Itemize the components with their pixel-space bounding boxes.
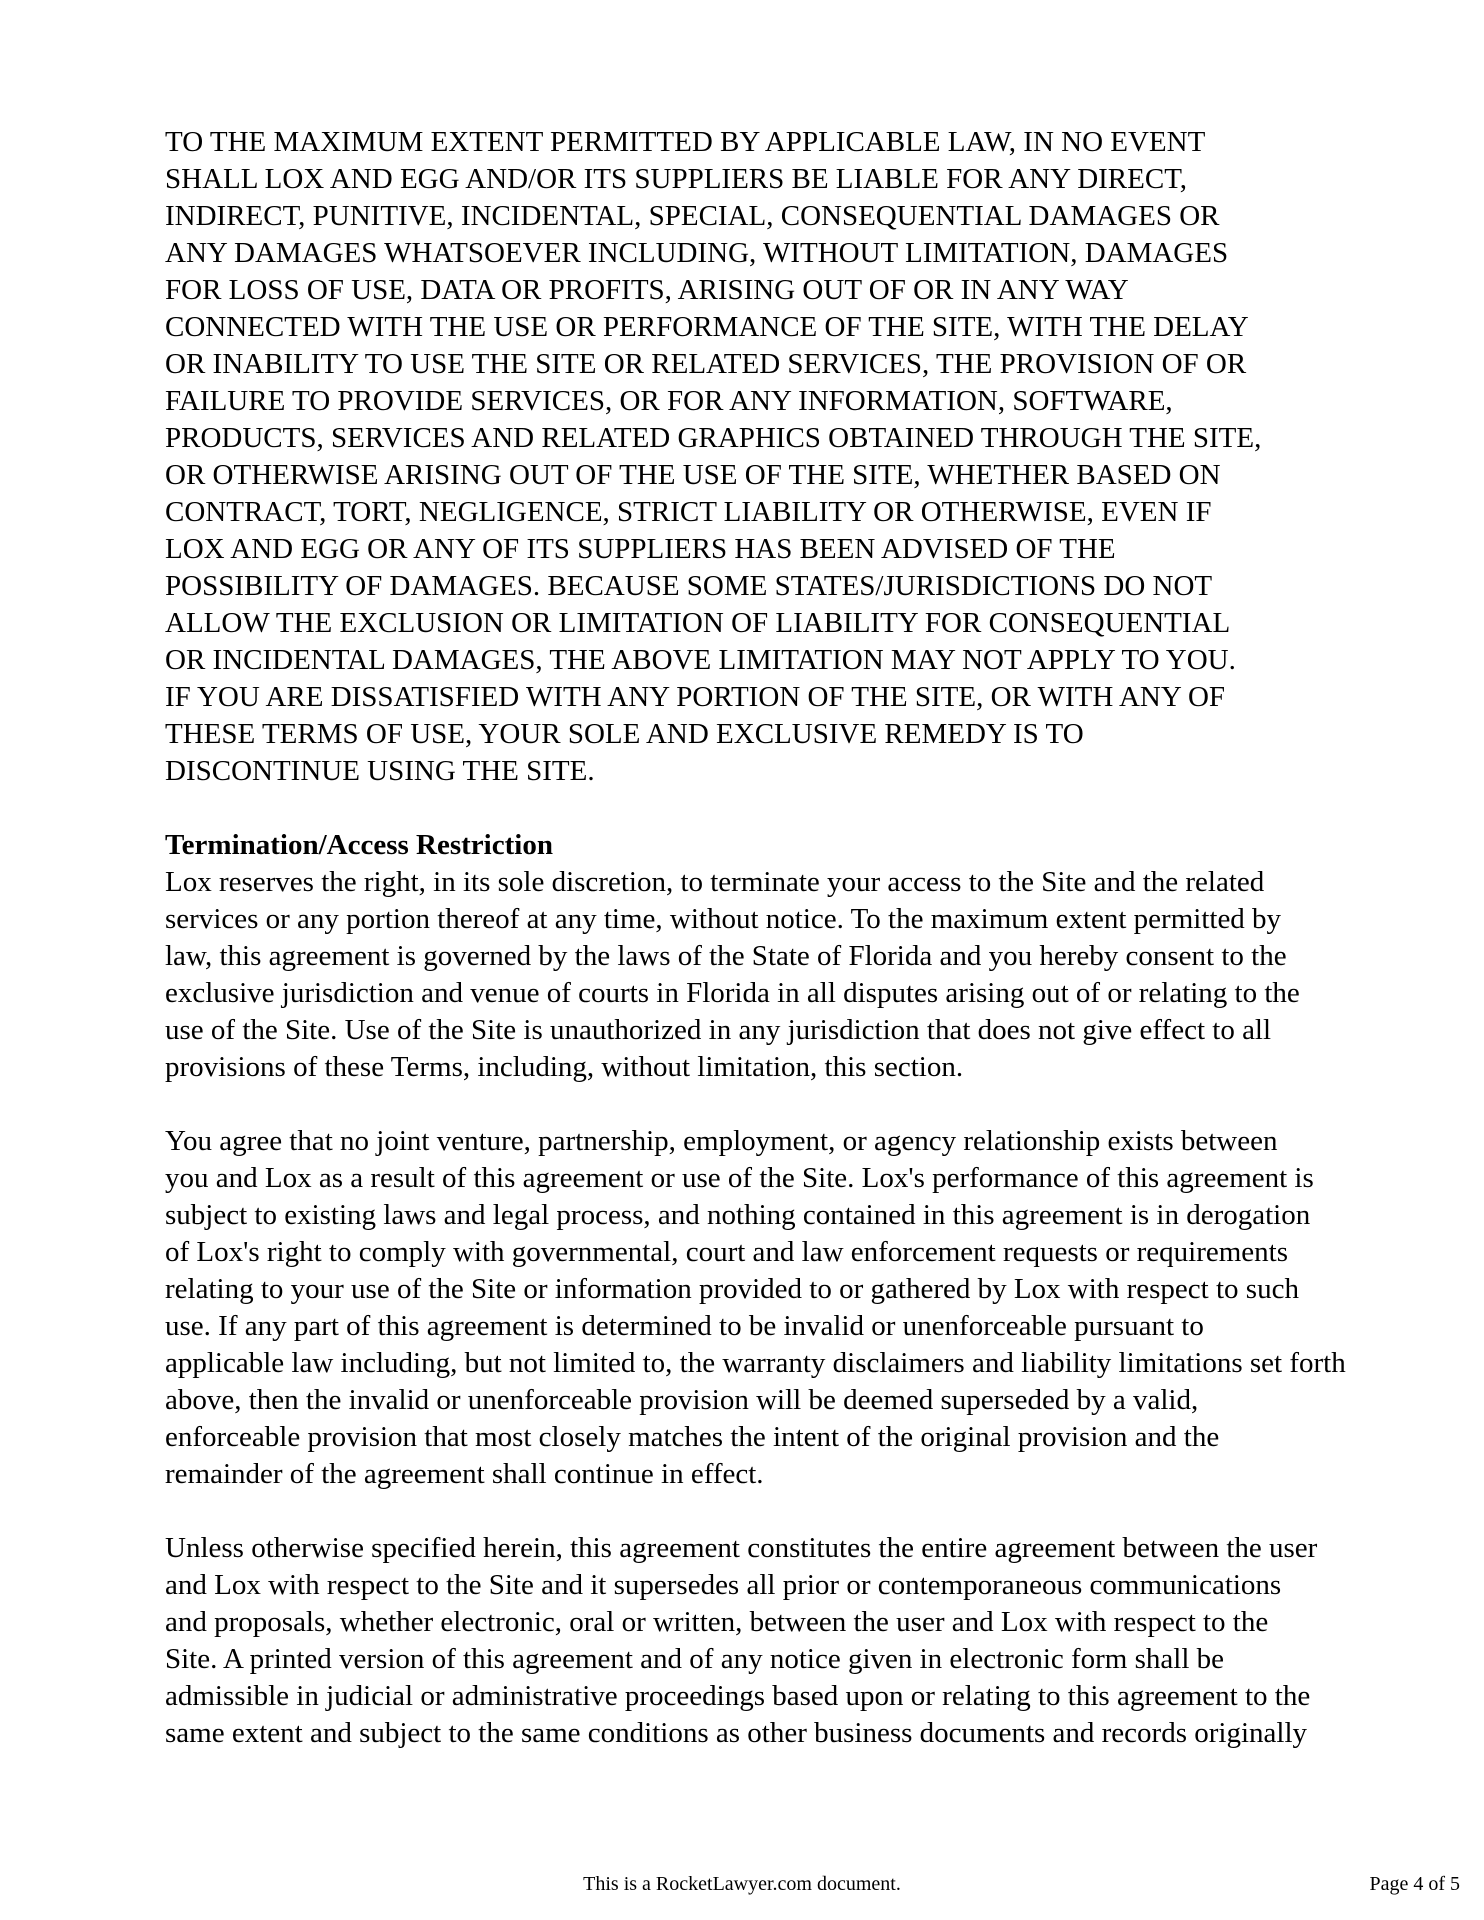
text-line: FOR LOSS OF USE, DATA OR PROFITS, ARISING OUT OF OR IN ANY WAY: [165, 274, 1129, 306]
text-line: enforceable provision that most closely matches the intent of the original provision and the: [165, 1421, 1220, 1453]
text-line: TO THE MAXIMUM EXTENT PERMITTED BY APPLICABLE LAW, IN NO EVENT: [165, 126, 1206, 158]
entire-agreement-paragraph: [165, 1530, 1325, 1752]
text-line: CONTRACT, TORT, NEGLIGENCE, STRICT LIABILITY OR OTHERWISE, EVEN IF: [165, 496, 1212, 528]
text-line: THESE TERMS OF USE, YOUR SOLE AND EXCLUSIVE REMEDY IS TO: [165, 718, 1084, 750]
text-line: SHALL LOX AND EGG AND/OR ITS SUPPLIERS BE LIABLE FOR ANY DIRECT,: [165, 163, 1188, 195]
text-line: ANY DAMAGES WHATSOEVER INCLUDING, WITHOUT LIMITATION, DAMAGES: [165, 237, 1229, 269]
text-line: and proposals, whether electronic, oral or written, between the user and Lox with respect to the: [165, 1606, 1269, 1638]
text-line: OR INABILITY TO USE THE SITE OR RELATED SERVICES, THE PROVISION OF OR: [165, 348, 1247, 380]
text-line: above, then the invalid or unenforceable provision will be deemed superseded by a valid,: [165, 1384, 1199, 1416]
text-line: of Lox's right to comply with governmental, court and law enforcement requests or requirements: [165, 1236, 1289, 1268]
liability-paragraph: [165, 124, 1325, 790]
relationship-paragraph: [165, 1123, 1346, 1493]
text-line: you and Lox as a result of this agreement or use of the Site. Lox's performance of this agreement is: [165, 1162, 1314, 1194]
text-line: DISCONTINUE USING THE SITE.: [165, 755, 595, 787]
text-line: Site. A printed version of this agreement and of any notice given in electronic form shall be: [165, 1643, 1225, 1675]
text-line: POSSIBILITY OF DAMAGES. BECAUSE SOME STATES/JURISDICTIONS DO NOT: [165, 570, 1213, 602]
text-line: PRODUCTS, SERVICES AND RELATED GRAPHICS OBTAINED THROUGH THE SITE,: [165, 422, 1262, 454]
text-line: relating to your use of the Site or information provided to or gathered by Lox with respect to such: [165, 1273, 1299, 1305]
section-heading: Termination/Access Restriction: [165, 829, 553, 861]
text-line: subject to existing laws and legal process, and nothing contained in this agreement is in derogation: [165, 1199, 1311, 1231]
text-line: FAILURE TO PROVIDE SERVICES, OR FOR ANY INFORMATION, SOFTWARE,: [165, 385, 1173, 417]
text-line: INDIRECT, PUNITIVE, INCIDENTAL, SPECIAL, CONSEQUENTIAL DAMAGES OR: [165, 200, 1220, 232]
text-line: admissible in judicial or administrative proceedings based upon or relating to this agreement to the: [165, 1680, 1311, 1712]
document-body: [165, 124, 1346, 1752]
text-line: law, this agreement is governed by the laws of the State of Florida and you hereby consent to the: [165, 940, 1287, 972]
footer-page-number: Page 4 of 5: [1369, 1873, 1460, 1895]
text-line: use of the Site. Use of the Site is unauthorized in any jurisdiction that does not give effect to all: [165, 1014, 1272, 1046]
text-line: use. If any part of this agreement is determined to be invalid or unenforceable pursuant to: [165, 1310, 1204, 1342]
text-line: provisions of these Terms, including, without limitation, this section.: [165, 1051, 964, 1083]
text-line: services or any portion thereof at any time, without notice. To the maximum extent permitted by: [165, 903, 1282, 935]
text-line: exclusive jurisdiction and venue of courts in Florida in all disputes arising out of or relating to the: [165, 977, 1300, 1009]
text-line: You agree that no joint venture, partnership, employment, or agency relationship exists between: [165, 1125, 1278, 1157]
text-line: OR OTHERWISE ARISING OUT OF THE USE OF THE SITE, WHETHER BASED ON: [165, 459, 1221, 491]
footer-source-note: This is a RocketLawyer.com document.: [583, 1873, 901, 1895]
termination-section: [165, 827, 1325, 1086]
text-line: applicable law including, but not limited to, the warranty disclaimers and liability limitations set forth: [165, 1347, 1346, 1379]
text-line: OR INCIDENTAL DAMAGES, THE ABOVE LIMITATION MAY NOT APPLY TO YOU.: [165, 644, 1236, 676]
text-line: IF YOU ARE DISSATISFIED WITH ANY PORTION OF THE SITE, OR WITH ANY OF: [165, 681, 1226, 713]
text-line: LOX AND EGG OR ANY OF ITS SUPPLIERS HAS BEEN ADVISED OF THE: [165, 533, 1116, 565]
text-line: and Lox with respect to the Site and it supersedes all prior or contemporaneous communications: [165, 1569, 1282, 1601]
text-line: CONNECTED WITH THE USE OR PERFORMANCE OF THE SITE, WITH THE DELAY: [165, 311, 1249, 343]
text-line: Lox reserves the right, in its sole discretion, to terminate your access to the Site and the related: [165, 866, 1265, 898]
text-line: Unless otherwise specified herein, this agreement constitutes the entire agreement between the user: [165, 1532, 1318, 1564]
text-line: same extent and subject to the same conditions as other business documents and records originally: [165, 1717, 1308, 1749]
text-line: ALLOW THE EXCLUSION OR LIMITATION OF LIABILITY FOR CONSEQUENTIAL: [165, 607, 1231, 639]
text-line: remainder of the agreement shall continue in effect.: [165, 1458, 764, 1490]
